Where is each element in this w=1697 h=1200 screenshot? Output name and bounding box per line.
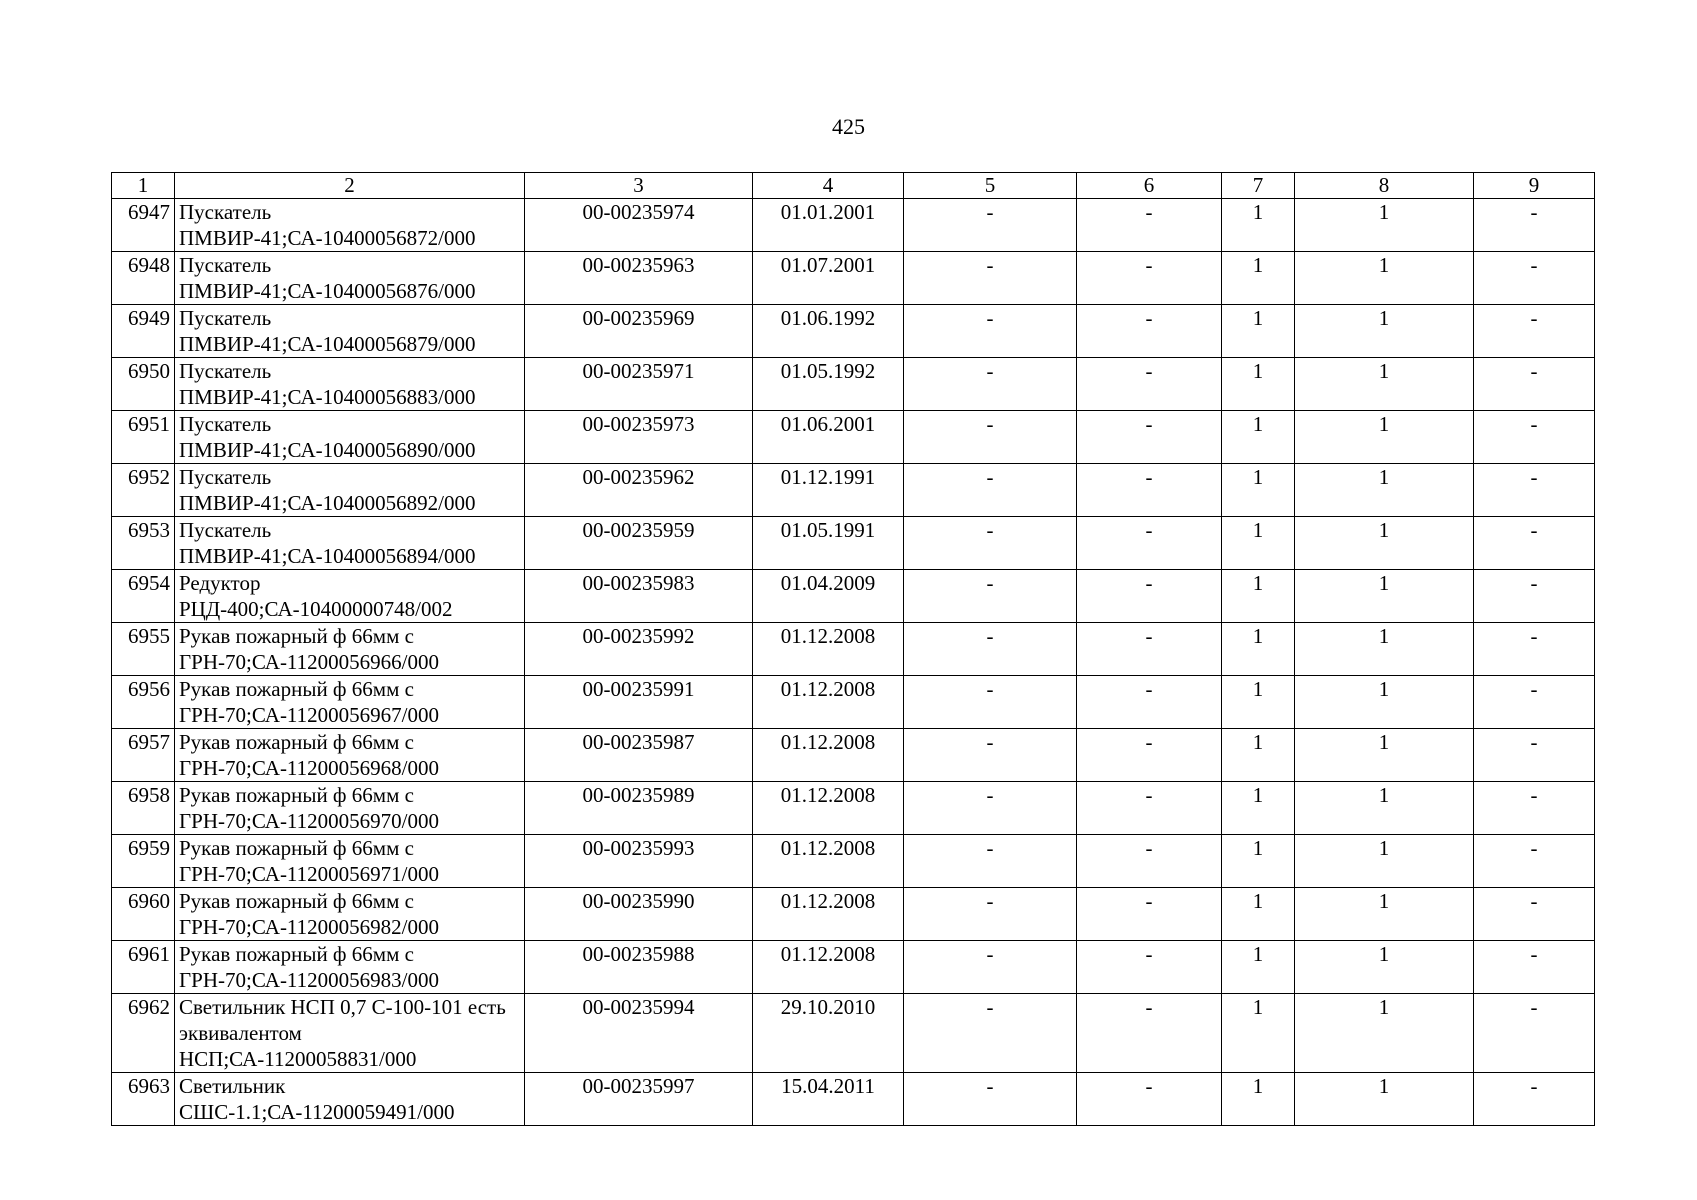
inventory-code-cell: 00-00235993 — [525, 835, 753, 888]
col7-cell: 1 — [1222, 941, 1295, 994]
col6-cell: - — [1077, 464, 1222, 517]
date-cell: 01.12.2008 — [753, 941, 904, 994]
table-row — [112, 623, 1595, 676]
col6-cell: - — [1077, 199, 1222, 252]
col8-cell: 1 — [1295, 1073, 1474, 1126]
col8-cell: 1 — [1295, 994, 1474, 1073]
row-number-cell: 6956 — [112, 676, 175, 729]
col7-cell: 1 — [1222, 623, 1295, 676]
col7-cell: 1 — [1222, 517, 1295, 570]
col9-cell: - — [1474, 729, 1595, 782]
col9-cell: - — [1474, 517, 1595, 570]
inventory-code-cell: 00-00235969 — [525, 305, 753, 358]
row-number-cell: 6947 — [112, 199, 175, 252]
row-number-cell: 6962 — [112, 994, 175, 1073]
date-cell: 01.05.1992 — [753, 358, 904, 411]
col5-cell: - — [904, 464, 1077, 517]
inventory-code-cell: 00-00235974 — [525, 199, 753, 252]
col5-cell: - — [904, 411, 1077, 464]
col9-cell: - — [1474, 358, 1595, 411]
table-row — [112, 464, 1595, 517]
date-cell: 01.04.2009 — [753, 570, 904, 623]
column-header-7: 7 — [1222, 173, 1295, 199]
col8-cell: 1 — [1295, 835, 1474, 888]
item-name-cell: Рукав пожарный ф 66мм с ГРН-70;СА-11200056970/000 — [175, 782, 525, 835]
col9-cell: - — [1474, 676, 1595, 729]
col8-cell: 1 — [1295, 199, 1474, 252]
row-number-cell: 6949 — [112, 305, 175, 358]
row-number-cell: 6948 — [112, 252, 175, 305]
date-cell: 01.12.2008 — [753, 729, 904, 782]
col7-cell: 1 — [1222, 464, 1295, 517]
date-cell: 01.05.1991 — [753, 517, 904, 570]
col5-cell: - — [904, 1073, 1077, 1126]
col6-cell: - — [1077, 782, 1222, 835]
col8-cell: 1 — [1295, 358, 1474, 411]
col8-cell: 1 — [1295, 888, 1474, 941]
column-header-6: 6 — [1077, 173, 1222, 199]
row-number-cell: 6954 — [112, 570, 175, 623]
col5-cell: - — [904, 782, 1077, 835]
table-row — [112, 517, 1595, 570]
col9-cell: - — [1474, 570, 1595, 623]
inventory-code-cell: 00-00235992 — [525, 623, 753, 676]
table-row — [112, 1073, 1595, 1126]
col7-cell: 1 — [1222, 782, 1295, 835]
row-number-cell: 6960 — [112, 888, 175, 941]
col9-cell: - — [1474, 252, 1595, 305]
inventory-code-cell: 00-00235997 — [525, 1073, 753, 1126]
item-name-cell: Рукав пожарный ф 66мм с ГРН-70;СА-11200056968/000 — [175, 729, 525, 782]
item-name-cell: Рукав пожарный ф 66мм с ГРН-70;СА-11200056982/000 — [175, 888, 525, 941]
col5-cell: - — [904, 623, 1077, 676]
column-header-2: 2 — [175, 173, 525, 199]
item-name-cell: Рукав пожарный ф 66мм с ГРН-70;СА-11200056971/000 — [175, 835, 525, 888]
table-row — [112, 252, 1595, 305]
date-cell: 01.01.2001 — [753, 199, 904, 252]
col5-cell: - — [904, 676, 1077, 729]
column-header-9: 9 — [1474, 173, 1595, 199]
inventory-code-cell: 00-00235991 — [525, 676, 753, 729]
col7-cell: 1 — [1222, 570, 1295, 623]
row-number-cell: 6953 — [112, 517, 175, 570]
inventory-code-cell: 00-00235989 — [525, 782, 753, 835]
row-number-cell: 6951 — [112, 411, 175, 464]
col6-cell: - — [1077, 517, 1222, 570]
table-row — [112, 358, 1595, 411]
col5-cell: - — [904, 570, 1077, 623]
col8-cell: 1 — [1295, 676, 1474, 729]
col8-cell: 1 — [1295, 305, 1474, 358]
date-cell: 01.12.2008 — [753, 888, 904, 941]
col7-cell: 1 — [1222, 994, 1295, 1073]
inventory-code-cell: 00-00235962 — [525, 464, 753, 517]
table-row — [112, 199, 1595, 252]
col6-cell: - — [1077, 729, 1222, 782]
col7-cell: 1 — [1222, 358, 1295, 411]
date-cell: 01.07.2001 — [753, 252, 904, 305]
col7-cell: 1 — [1222, 199, 1295, 252]
col6-cell: - — [1077, 676, 1222, 729]
col9-cell: - — [1474, 941, 1595, 994]
col5-cell: - — [904, 835, 1077, 888]
col5-cell: - — [904, 941, 1077, 994]
row-number-cell: 6963 — [112, 1073, 175, 1126]
col5-cell: - — [904, 305, 1077, 358]
col6-cell: - — [1077, 623, 1222, 676]
row-number-cell: 6959 — [112, 835, 175, 888]
col6-cell: - — [1077, 252, 1222, 305]
column-header-5: 5 — [904, 173, 1077, 199]
row-number-cell: 6950 — [112, 358, 175, 411]
col9-cell: - — [1474, 888, 1595, 941]
inventory-code-cell: 00-00235994 — [525, 994, 753, 1073]
inventory-code-cell: 00-00235959 — [525, 517, 753, 570]
item-name-cell: Рукав пожарный ф 66мм с ГРН-70;СА-11200056967/000 — [175, 676, 525, 729]
col6-cell: - — [1077, 941, 1222, 994]
col9-cell: - — [1474, 411, 1595, 464]
col8-cell: 1 — [1295, 411, 1474, 464]
col6-cell: - — [1077, 888, 1222, 941]
col6-cell: - — [1077, 994, 1222, 1073]
item-name-cell: Пускатель ПМВИР-41;СА-10400056892/000 — [175, 464, 525, 517]
table-row — [112, 835, 1595, 888]
col6-cell: - — [1077, 570, 1222, 623]
table-row — [112, 570, 1595, 623]
table-row — [112, 994, 1595, 1073]
item-name-cell: Пускатель ПМВИР-41;СА-10400056879/000 — [175, 305, 525, 358]
date-cell: 01.12.1991 — [753, 464, 904, 517]
date-cell: 29.10.2010 — [753, 994, 904, 1073]
column-header-3: 3 — [525, 173, 753, 199]
table-row — [112, 305, 1595, 358]
item-name-cell: Пускатель ПМВИР-41;СА-10400056876/000 — [175, 252, 525, 305]
col9-cell: - — [1474, 199, 1595, 252]
item-name-cell: Светильник НСП 0,7 С-100-101 есть эквивалентом НСП;СА-11200058831/000 — [175, 994, 525, 1073]
col7-cell: 1 — [1222, 305, 1295, 358]
inventory-code-cell: 00-00235983 — [525, 570, 753, 623]
row-number-cell: 6958 — [112, 782, 175, 835]
col5-cell: - — [904, 888, 1077, 941]
inventory-code-cell: 00-00235971 — [525, 358, 753, 411]
page-number: 425 — [832, 114, 865, 139]
col9-cell: - — [1474, 782, 1595, 835]
col8-cell: 1 — [1295, 517, 1474, 570]
col5-cell: - — [904, 358, 1077, 411]
table-row — [112, 411, 1595, 464]
col8-cell: 1 — [1295, 570, 1474, 623]
table-body — [112, 199, 1595, 1126]
inventory-code-cell: 00-00235988 — [525, 941, 753, 994]
column-header-4: 4 — [753, 173, 904, 199]
col9-cell: - — [1474, 305, 1595, 358]
col6-cell: - — [1077, 411, 1222, 464]
table-row — [112, 676, 1595, 729]
col7-cell: 1 — [1222, 676, 1295, 729]
col5-cell: - — [904, 199, 1077, 252]
item-name-cell: Пускатель ПМВИР-41;СА-10400056883/000 — [175, 358, 525, 411]
col8-cell: 1 — [1295, 729, 1474, 782]
col7-cell: 1 — [1222, 729, 1295, 782]
item-name-cell: Светильник СШС-1.1;СА-11200059491/000 — [175, 1073, 525, 1126]
date-cell: 15.04.2011 — [753, 1073, 904, 1126]
col5-cell: - — [904, 517, 1077, 570]
table-row — [112, 729, 1595, 782]
col7-cell: 1 — [1222, 1073, 1295, 1126]
col9-cell: - — [1474, 464, 1595, 517]
row-number-cell: 6952 — [112, 464, 175, 517]
col5-cell: - — [904, 994, 1077, 1073]
col5-cell: - — [904, 729, 1077, 782]
date-cell: 01.12.2008 — [753, 676, 904, 729]
col7-cell: 1 — [1222, 888, 1295, 941]
col6-cell: - — [1077, 835, 1222, 888]
date-cell: 01.12.2008 — [753, 835, 904, 888]
item-name-cell: Редуктор РЦД-400;СА-10400000748/002 — [175, 570, 525, 623]
col8-cell: 1 — [1295, 252, 1474, 305]
item-name-cell: Пускатель ПМВИР-41;СА-10400056894/000 — [175, 517, 525, 570]
col9-cell: - — [1474, 835, 1595, 888]
col6-cell: - — [1077, 305, 1222, 358]
col6-cell: - — [1077, 1073, 1222, 1126]
inventory-code-cell: 00-00235990 — [525, 888, 753, 941]
col5-cell: - — [904, 252, 1077, 305]
row-number-cell: 6955 — [112, 623, 175, 676]
col8-cell: 1 — [1295, 782, 1474, 835]
date-cell: 01.06.1992 — [753, 305, 904, 358]
date-cell: 01.12.2008 — [753, 782, 904, 835]
item-name-cell: Рукав пожарный ф 66мм с ГРН-70;СА-11200056966/000 — [175, 623, 525, 676]
inventory-code-cell: 00-00235987 — [525, 729, 753, 782]
col8-cell: 1 — [1295, 941, 1474, 994]
col7-cell: 1 — [1222, 252, 1295, 305]
col7-cell: 1 — [1222, 411, 1295, 464]
date-cell: 01.06.2001 — [753, 411, 904, 464]
row-number-cell: 6957 — [112, 729, 175, 782]
col7-cell: 1 — [1222, 835, 1295, 888]
col9-cell: - — [1474, 623, 1595, 676]
column-header-8: 8 — [1295, 173, 1474, 199]
col8-cell: 1 — [1295, 464, 1474, 517]
inventory-table — [111, 172, 1595, 1126]
col9-cell: - — [1474, 994, 1595, 1073]
inventory-code-cell: 00-00235973 — [525, 411, 753, 464]
column-header-1: 1 — [112, 173, 175, 199]
item-name-cell: Пускатель ПМВИР-41;СА-10400056890/000 — [175, 411, 525, 464]
item-name-cell: Пускатель ПМВИР-41;СА-10400056872/000 — [175, 199, 525, 252]
inventory-code-cell: 00-00235963 — [525, 252, 753, 305]
header-row — [112, 173, 1595, 199]
col9-cell: - — [1474, 1073, 1595, 1126]
table-row — [112, 941, 1595, 994]
col8-cell: 1 — [1295, 623, 1474, 676]
table-row — [112, 782, 1595, 835]
table-row — [112, 888, 1595, 941]
col6-cell: - — [1077, 358, 1222, 411]
row-number-cell: 6961 — [112, 941, 175, 994]
date-cell: 01.12.2008 — [753, 623, 904, 676]
item-name-cell: Рукав пожарный ф 66мм с ГРН-70;СА-11200056983/000 — [175, 941, 525, 994]
